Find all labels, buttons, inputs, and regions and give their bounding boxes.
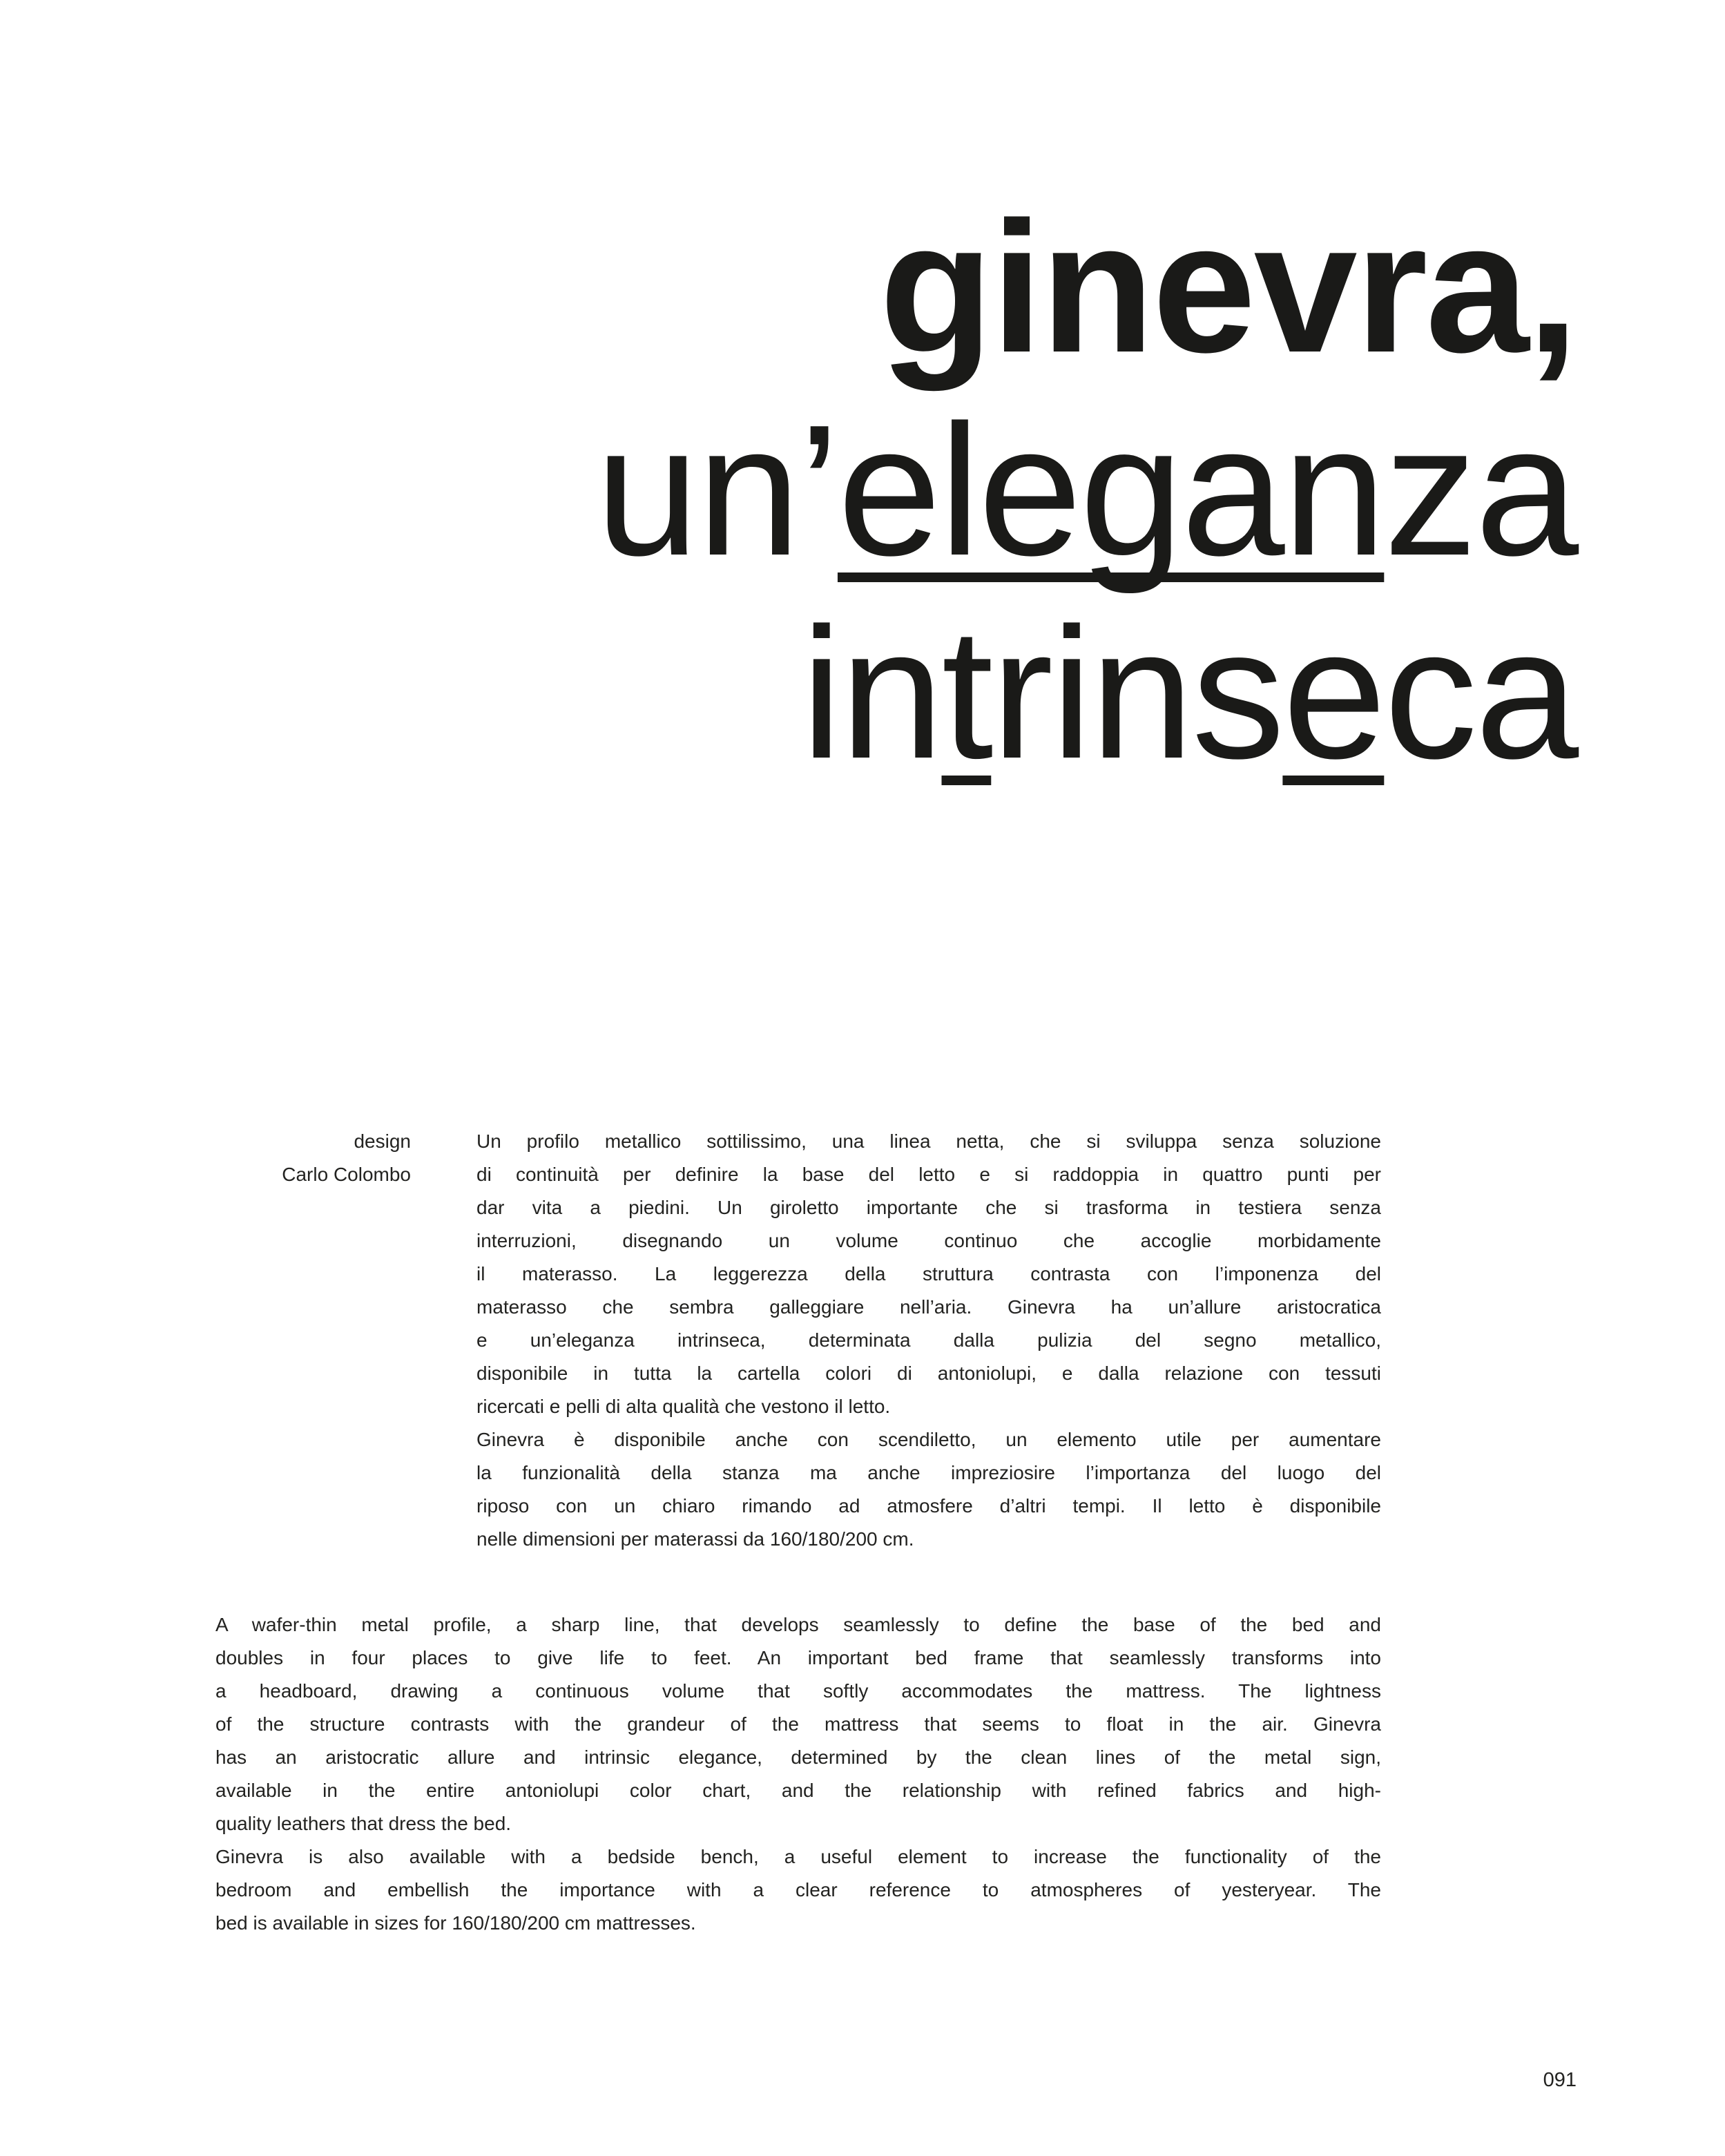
text-line: Un profilo metallico sottilissimo, una linea netta, che si sviluppa senza soluzione — [476, 1130, 1381, 1152]
text-line: riposo con un chiaro rimando ad atmosfere d’altri tempi. Il letto è disponibile — [476, 1495, 1381, 1517]
text-line: ricercati e pelli di alta qualità che vestono il letto. — [476, 1396, 891, 1417]
text-line: A wafer-thin metal profile, a sharp line, that develops seamlessly to define the base of the bed and — [215, 1614, 1381, 1635]
product-title — [595, 186, 1577, 796]
text-line: bed is available in sizes for 160/180/200 cm mattresses. — [215, 1912, 696, 1934]
title-line-2 — [595, 389, 1577, 593]
text-line: e un’eleganza intrinseca, determinata dalla pulizia del segno metallico, — [476, 1329, 1381, 1351]
text-line: dar vita a piedini. Un giroletto importante che si trasforma in testiera senza — [476, 1197, 1381, 1218]
designer-credit — [0, 1125, 411, 1191]
description-italian — [476, 1125, 1381, 1556]
text-line: interruzioni, disegnando un volume continuo che accoglie morbidamente — [476, 1230, 1381, 1251]
title-line-3-mid: rins — [991, 590, 1283, 798]
text-line: quality leathers that dress the bed. — [215, 1813, 512, 1834]
title-line-3-pre: in — [800, 590, 942, 798]
text-line: bedroom and embellish the importance with a clear reference to atmospheres of yesteryear. The — [215, 1879, 1381, 1900]
text-line: la funzionalità della stanza ma anche impreziosire l’importanza del luogo del — [476, 1462, 1381, 1483]
title-underlined-segment: elegan — [837, 387, 1385, 595]
title-line-2-pre: un’ — [595, 387, 838, 595]
text-line: Ginevra is also available with a bedside bench, a useful element to increase the functionality of the — [215, 1846, 1381, 1867]
text-line: available in the entire antoniolupi color chart, and the relationship with refined fabrics and high- — [215, 1780, 1381, 1801]
title-line-2-post: za — [1384, 387, 1577, 595]
designer-label: design — [354, 1130, 411, 1152]
description-english — [215, 1608, 1381, 1940]
title-line-1: ginevra, — [879, 184, 1577, 392]
text-line: Ginevra è disponibile anche con scendiletto, un elemento utile per aumentare — [476, 1429, 1381, 1450]
text-line: disponibile in tutta la cartella colori di antoniolupi, e dalla relazione con tessuti — [476, 1363, 1381, 1384]
title-underlined-letter-e: e — [1282, 590, 1385, 798]
title-line-3-post: ca — [1384, 590, 1577, 798]
title-line-3 — [595, 590, 1577, 798]
text-line: a headboard, drawing a continuous volume that softly accommodates the mattress. The lightness — [215, 1680, 1381, 1702]
text-line: of the structure contrasts with the grandeur of the mattress that seems to float in the air. Ginevra — [215, 1713, 1381, 1735]
designer-name: Carlo Colombo — [282, 1164, 411, 1185]
text-line: materasso che sembra galleggiare nell’aria. Ginevra ha un’allure aristocratica — [476, 1296, 1381, 1318]
text-line: di continuità per definire la base del letto e si raddoppia in quattro punti per — [476, 1164, 1381, 1185]
text-line: nelle dimensioni per materassi da 160/180/200 cm. — [476, 1528, 914, 1550]
text-line: has an aristocratic allure and intrinsic elegance, determined by the clean lines of the metal sign, — [215, 1746, 1381, 1768]
page-number: 091 — [1543, 2069, 1577, 2091]
text-line: il materasso. La leggerezza della struttura contrasta con l’imponenza del — [476, 1263, 1381, 1284]
text-line: doubles in four places to give life to feet. An important bed frame that seamlessly transforms into — [215, 1647, 1381, 1668]
title-underlined-letter-t: t — [941, 590, 992, 798]
